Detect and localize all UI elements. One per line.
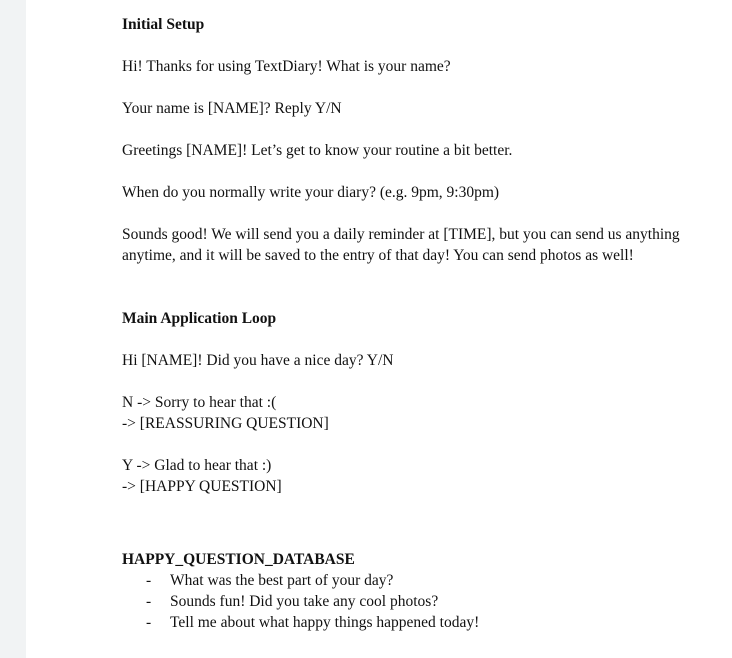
list-item-text: Tell me about what happy things happened today! [170,614,480,631]
setup-line-time-question: When do you normally write your diary? (e.g. 9pm, 9:30pm) [122,184,500,201]
setup-heading: Initial Setup [122,16,205,33]
setup-line-greeting: Hi! Thanks for using TextDiary! What is your name? [122,58,451,75]
list-item-text: Sounds fun! Did you take any cool photos? [170,593,439,610]
setup-line-routine: Greetings [NAME]! Let’s get to know your routine a bit better. [122,142,513,159]
loop-yes-line-1: Y -> Glad to hear that :) [122,457,272,474]
loop-yes-line-2: -> [HAPPY QUESTION] [122,478,282,495]
loop-no-line-1: N -> Sorry to hear that :( [122,394,277,411]
list-item [122,591,712,612]
happy-db-heading: HAPPY_QUESTION_DATABASE [122,551,355,568]
document-body [122,14,712,633]
list-item [122,570,712,591]
loop-heading: Main Application Loop [122,310,277,327]
loop-no-line-2: -> [REASSURING QUESTION] [122,415,329,432]
left-margin-gutter [0,0,26,658]
bullet-dash: - [146,593,152,610]
list-item [122,612,712,633]
setup-line-confirm-name: Your name is [NAME]? Reply Y/N [122,100,342,117]
happy-question-list [122,570,712,633]
bullet-dash: - [146,572,152,589]
bullet-dash: - [146,614,152,631]
loop-question: Hi [NAME]! Did you have a nice day? Y/N [122,352,394,369]
setup-line-reminder: Sounds good! We will send you a daily reminder at [TIME], but you can send us anything anytime, and it will be saved to the entry of that day! You can send photos as well! [122,226,680,264]
list-item-text: What was the best part of your day? [170,572,394,589]
